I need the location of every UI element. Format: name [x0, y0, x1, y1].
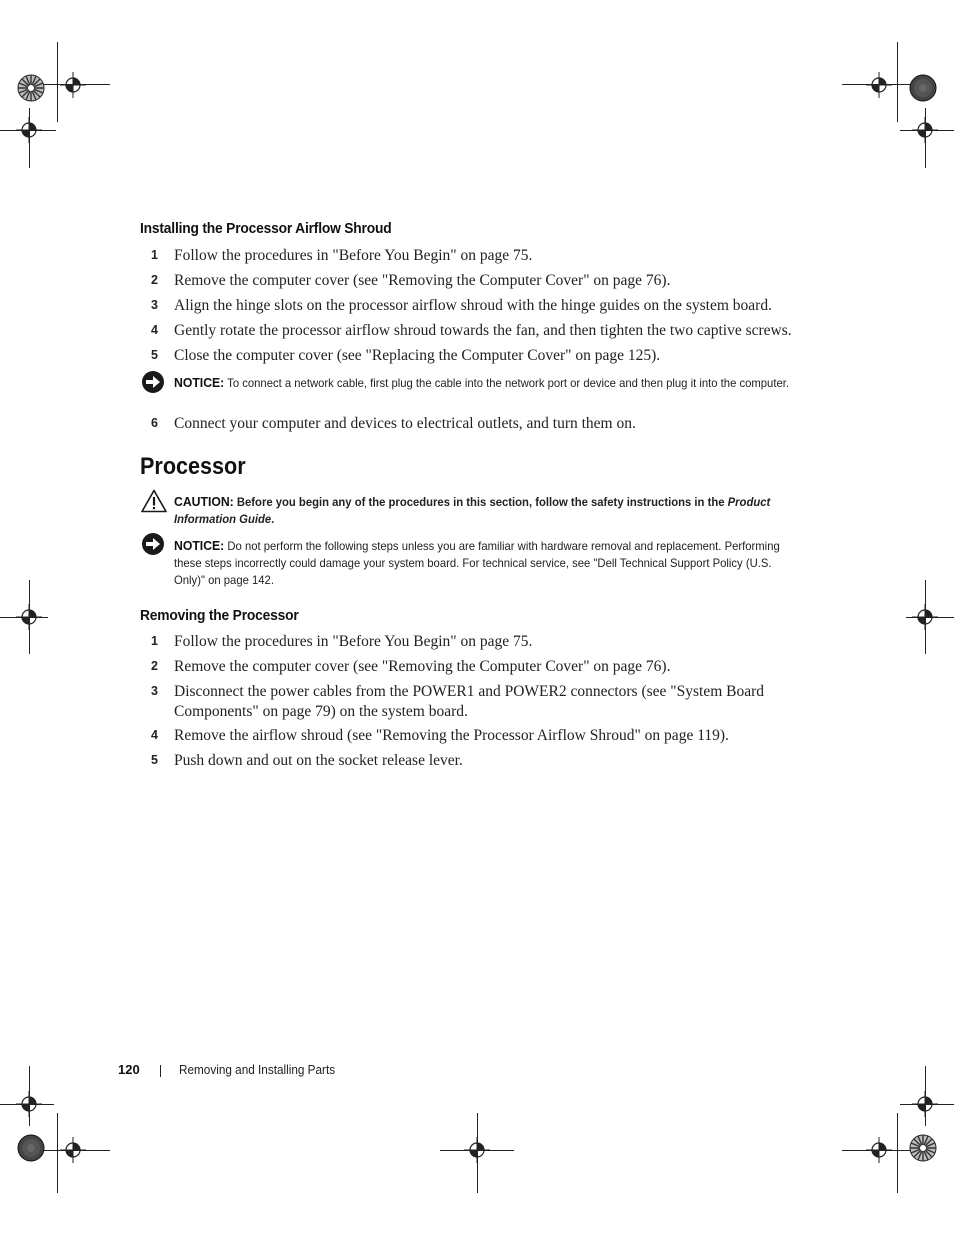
footer-divider: [160, 1065, 161, 1077]
color-wheel-icon: [16, 1133, 46, 1163]
crop-line: [57, 42, 58, 122]
notice-arrow-icon: [141, 532, 165, 556]
list-item: 6 Connect your computer and devices to electrical outlets, and turn them on.: [151, 415, 636, 432]
registration-mark-icon: [16, 1091, 42, 1117]
registration-mark-icon: [16, 117, 42, 143]
registration-mark-icon: [866, 72, 892, 98]
caution-triangle-icon: [141, 489, 167, 513]
registration-mark-icon: [866, 1137, 892, 1163]
notice-arrow-icon: [141, 370, 165, 394]
notice: NOTICE: Do not perform the following steps unless you are familiar with hardware removal and replacement. Performing these steps incorrectly could damage your system board. For technical service, see "Dell Technical Support Policy (U.S. Only)" on page 142.: [174, 538, 780, 587]
registration-mark-icon: [912, 604, 938, 630]
registration-mark-icon: [912, 117, 938, 143]
registration-mark-icon: [60, 72, 86, 98]
page-title: Processor: [140, 453, 246, 480]
list-item: 2 Remove the computer cover (see "Removing the Computer Cover" on page 76).: [151, 658, 671, 675]
registration-mark-icon: [60, 1137, 86, 1163]
page-number: 120: [118, 1062, 140, 1077]
registration-mark-icon: [912, 1091, 938, 1117]
section-heading-airflow-shroud: Installing the Processor Airflow Shroud: [140, 220, 392, 237]
registration-mark-icon: [464, 1137, 490, 1163]
color-wheel-icon: [908, 1133, 938, 1163]
list-item: 4 Remove the airflow shroud (see "Removing the Processor Airflow Shroud" on page 119).: [151, 727, 729, 744]
color-wheel-icon: [908, 73, 938, 103]
crop-line: [57, 1113, 58, 1193]
list-item: 3 Disconnect the power cables from the POWER1 and POWER2 connectors (see "System Board Components" on page 79) on the system board.: [151, 683, 765, 720]
crop-line: [897, 42, 898, 122]
registration-mark-icon: [16, 604, 42, 630]
footer-section-title: Removing and Installing Parts: [179, 1063, 336, 1077]
list-item: 5 Push down and out on the socket release lever.: [151, 752, 463, 769]
list-item: 4 Gently rotate the processor airflow shroud towards the fan, and then tighten the two captive screws.: [151, 322, 792, 339]
section-heading-removing-processor: Removing the Processor: [140, 607, 299, 624]
caution: CAUTION: Before you begin any of the procedures in this section, follow the safety instructions in the Product Information Guide.: [174, 494, 771, 526]
list-item: 3 Align the hinge slots on the processor airflow shroud with the hinge guides on the system board.: [151, 297, 772, 314]
list-item: 1 Follow the procedures in "Before You Begin" on page 75.: [151, 633, 533, 650]
list-item: 1 Follow the procedures in "Before You Begin" on page 75.: [151, 247, 533, 264]
color-wheel-icon: [16, 73, 46, 103]
notice: NOTICE: To connect a network cable, first plug the cable into the network port or device and then plug it into the computer.: [174, 375, 790, 390]
crop-line: [897, 1113, 898, 1193]
list-item: 5 Close the computer cover (see "Replacing the Computer Cover" on page 125).: [151, 347, 661, 364]
list-item: 2 Remove the computer cover (see "Removing the Computer Cover" on page 76).: [151, 272, 671, 289]
